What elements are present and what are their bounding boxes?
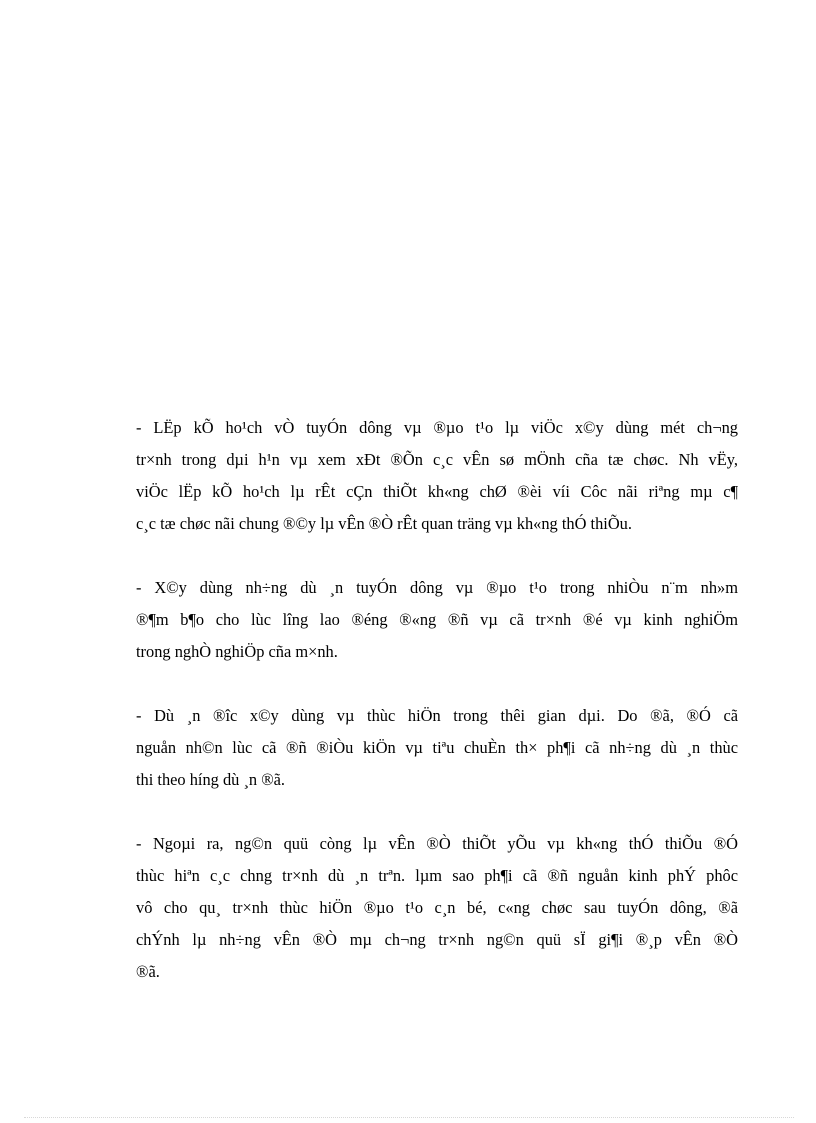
text-line: chÝnh lµ nh÷ng vÊn ®Ò mµ ch¬ng tr×nh ng©n quü sÏ gi¶i ®¸p vÊn ®Ò: [136, 930, 738, 949]
paragraph-budget: [136, 828, 738, 988]
text-line: vô cho qu¸ tr×nh thùc hiÖn ®µo t¹o c¸n bé, c«ng chøc sau tuyÓn dông, ®ã: [136, 898, 738, 917]
text-line: nguån nh©n lùc cã ®ñ ®iÒu kiÖn vµ tiªu chuÈn th× ph¶i cã nh÷ng dù ¸n thùc: [136, 738, 738, 757]
text-line: viÖc lËp kÕ ho¹ch lµ rÊt cÇn thiÕt kh«ng chØ ®èi víi Côc nãi riªng mµ c¶: [136, 482, 738, 501]
text-line: - X©y dùng nh÷ng dù ¸n tuyÓn dông vµ ®µo t¹o trong nhiÒu n¨m nh»m: [136, 578, 738, 597]
text-line: - Ngoµi ra, ng©n quü còng lµ vÊn ®Ò thiÕt yÕu vµ kh«ng thÓ thiÕu ®Ó: [136, 834, 738, 853]
text-line: - LËp kÕ ho¹ch vÒ tuyÓn dông vµ ®µo t¹o lµ viÖc x©y dùng mét ch¬ng: [136, 418, 738, 437]
paragraph-implementation: [136, 700, 738, 796]
text-line: ®ã.: [136, 962, 160, 981]
document-body: [136, 412, 738, 1020]
text-line: thi theo híng dù ¸n ®ã.: [136, 770, 286, 789]
text-line: trong nghÒ nghiÖp cña m×nh.: [136, 642, 338, 661]
page-bottom-divider: [24, 1117, 794, 1118]
paragraph-planning: [136, 412, 738, 540]
text-line: thùc hiªn c¸c chng tr×nh dù ¸n trªn. lµm sao ph¶i cã ®ñ nguån kinh phÝ phôc: [136, 866, 738, 885]
text-line: tr×nh trong dµi h¹n vµ xem xÐt ®Õn c¸c vÊn sø mÖnh cña tæ chøc. Nh vËy,: [136, 450, 738, 469]
text-line: c¸c tæ chøc nãi chung ®©y lµ vÊn ®Ò rÊt quan träng vµ kh«ng thÓ thiÕu.: [136, 514, 632, 533]
text-line: ®¶m b¶o cho lùc lîng lao ®éng ®«ng ®ñ vµ cã tr×nh ®é vµ kinh nghiÖm: [136, 610, 738, 629]
text-line: - Dù ¸n ®îc x©y dùng vµ thùc hiÖn trong thêi gian dµi. Do ®ã, ®Ó cã: [136, 706, 738, 725]
paragraph-projects: [136, 572, 738, 668]
